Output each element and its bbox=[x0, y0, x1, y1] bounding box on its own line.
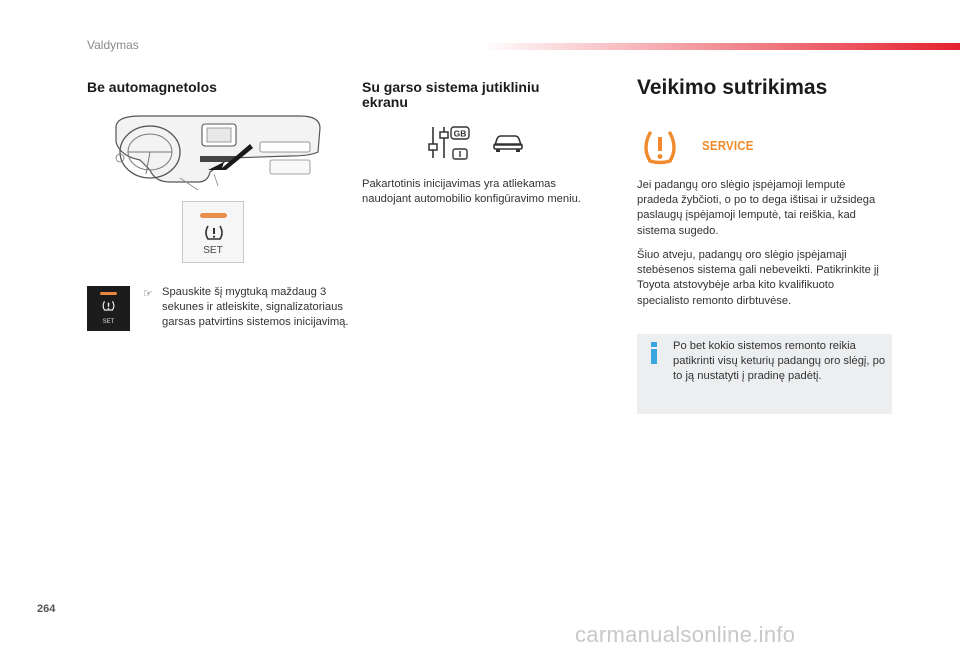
info-text: Po bet kokio sistemos remonto reikia patikrinti visų keturių padangų oro slėgį, po to ją nustatyti į pradinę padėtį. bbox=[673, 340, 886, 383]
set-label: SET bbox=[203, 245, 223, 256]
heading-line-2: ekranu bbox=[362, 94, 408, 110]
instruction-text: Spauskite šį mygtuką maždaug 3 sekunes ir atleiskite, signalizatoriaus garsas patvirtins sistemos inicijavimą. bbox=[162, 286, 349, 329]
set-button-large bbox=[182, 201, 244, 263]
indicator-led bbox=[100, 292, 117, 295]
tire-pressure-warning-icon bbox=[640, 129, 680, 167]
header-accent-bar bbox=[480, 43, 960, 50]
set-button-small bbox=[87, 286, 130, 331]
heading-garso-sistema bbox=[362, 80, 592, 110]
middle-text: Pakartotinis inicijavimas yra atliekamas naudojant automobilio konfigūravimo meniu. bbox=[362, 178, 581, 206]
heading-line-1: Su garso sistema jutikliniu bbox=[362, 79, 540, 95]
settings-sliders-icon bbox=[427, 124, 471, 162]
info-box bbox=[637, 334, 892, 414]
watermark: carmanualsonline.info bbox=[575, 622, 796, 647]
language-badge: GB bbox=[453, 128, 467, 139]
section-title: Valdymas bbox=[87, 38, 139, 52]
fault-paragraph-1: Jei padangų oro slėgio įspėjamoji lemputė pradeda žybčioti, o po to dega ištisai ir užsidega paslaugų įspėjamoji lemputė, tai reiškia, kad sistema sugedo. bbox=[637, 179, 876, 237]
pointer-bullet: ☞ bbox=[143, 288, 153, 300]
fault-paragraph-2: Šiuo atveju, padangų oro slėgio įspėjamaji stebėsenos sistema gali nebeveikti. Patikrinkite jį Toyota atstovybėje arba kito kvalifikuoto specialisto remonto dirbtuvėse. bbox=[637, 249, 879, 307]
tire-pressure-icon bbox=[203, 224, 225, 242]
heading-veikimo-sutrikimas: Veikimo sutrikimas bbox=[637, 76, 828, 99]
page-number: 264 bbox=[37, 603, 56, 615]
indicator-led bbox=[200, 213, 227, 218]
service-warning-label: SERVICE bbox=[702, 139, 754, 153]
info-icon bbox=[649, 342, 659, 364]
set-label-small: SET bbox=[102, 319, 115, 325]
tire-pressure-icon bbox=[101, 300, 116, 312]
heading-be-automagnetolos: Be automagnetolos bbox=[87, 79, 217, 95]
car-icon bbox=[492, 131, 524, 153]
dashboard-illustration bbox=[110, 112, 325, 192]
